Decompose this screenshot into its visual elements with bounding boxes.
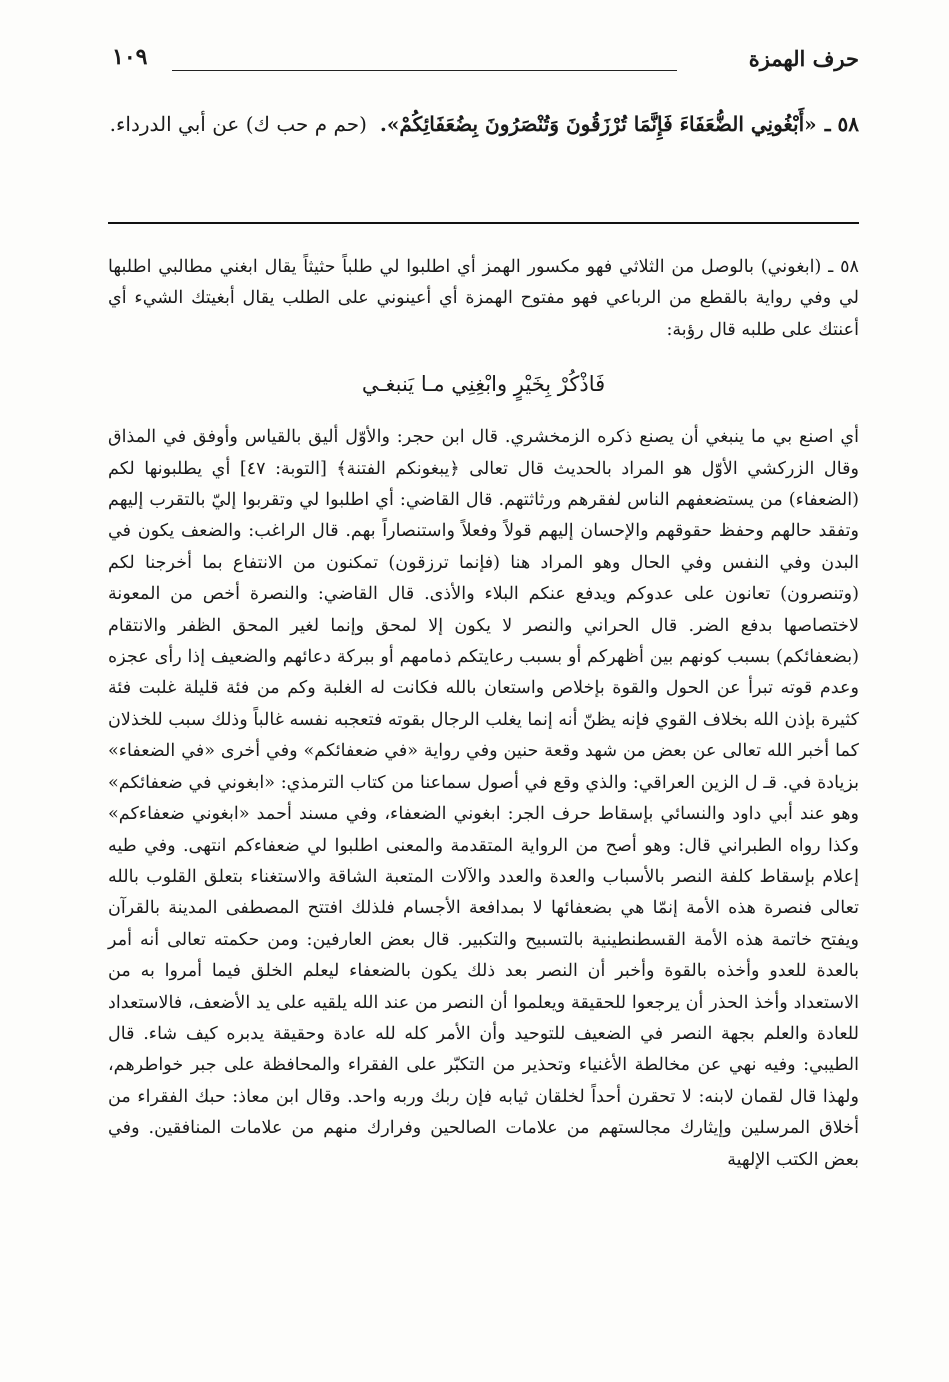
running-header: [112, 42, 859, 88]
header-rule: [172, 70, 677, 71]
hadith-number: ٥٨ ـ: [824, 112, 859, 136]
poetry-verse: فَاذْكُرْ بِخَيْرٍ وابْغِنِي مـا يَنبغـي: [361, 372, 606, 397]
page-number: ١٠٩: [112, 44, 148, 70]
section-divider: [108, 222, 859, 224]
hadith-matn: «أَبْغُونِي الضُّعَفَاءَ فَإِنَّمَا تُرْزَقُونَ وَتُنْصَرُونَ بِضُعَفَائِكُمْ».: [379, 112, 817, 136]
commentary-body: أي اصنع بي ما ينبغي أن يصنع ذكره الزمخشري. قال ابن حجر: والأوّل أليق بالقياس وأوفق في المذاق وقال الزركشي الأوّل هو المراد بالحديث قال تعالى ﴿يبغونكم الفتنة﴾ [التوبة: ٤٧] أي يطلبونها لكم (الضعفاء) من يستضعفهم الناس لفقرهم ورثاثتهم. قال القاضي: أي اطلبوا لي وتقربوا إليّ بالتقرب إليهم وتفقد حالهم وحفظ حقوقهم والإحسان إليهم قولاً وفعلاً واستنصاراً بهم. قال الراغب: والضعف يكون في البدن وفي النفس وفي الحال وهو المراد هنا (فإنما ترزقون) تمكنون من الانتفاع بما أخرجنا لكم (وتنصرون) تعانون على عدوكم ويدفع عنكم البلاء والأذى. قال القاضي: والنصرة أخص من المعونة لاختصاصها بدفع الضر. قال الحراني والنصر لا يكون إلا لمحق وإنما لغير المحق الظفر والانتقام (بضعفائكم) بسبب كونهم بين أظهركم أو بسبب رعايتكم ذمامهم أو ببركة دعائهم والضعيف إذا رأى عجزه وعدم قوته تبرأ عن الحول والقوة بإخلاص واستعان بالله فكانت له الغلبة وكم من فئة قليلة غلبت فئة كثيرة بإذن الله بخلاف القوي فإنه يظنّ أنه إنما يغلب الرجال بقوته فتعجبه نفسه غالباً وذلك سبب للخذلان كما أخبر الله تعالى عن بعض من شهد وقعة حنين وفي رواية «في ضعفائكم» وفي أخرى «في الضعفاء» بزيادة في. قـ ل الزين العراقي: والذي وقع في أصول سماعنا من كتاب الترمذي: «ابغوني في ضعفائكم» وهو عند أبي داود والنسائي بإسقاط حرف الجر: ابغوني الضعفاء، وفي مسند أحمد «ابغوني ضعفاءكم» وكذا رواه الطبراني قال: وهو أصح من الرواية المتقدمة والمعنى اطلبوا لي ضعفاءكم انتهى. وفي طيه إعلام بإسقاط كلفة النصر بالأسباب والعدة والعدد والآلات المتعبة الشاقة والاستغناء بتعلق القلوب بالله تعالى فنصرة هذه الأمة إنمّا هي بضعفائها لا بمدافعة الأجسام فلذلك افتتح المصطفى المدينة بالقرآن ويفتح خاتمة هذه الأمة القسطنطينية بالتسبيح والتكبير. قال بعض العارفين: ومن حكمته تعالى أنه أمر بالعدة للعدو وأخذه بالقوة وأخبر أن النصر بعد ذلك يكون بالضعفاء ليعلم الخلق فيما أمروا به من الاستعداد وأخذ الحذر أن يرجعوا للحقيقة ويعلموا أن النصر من عند الله يلقيه على يد الأضعف، فالاستعداد للعادة والعلم بجهة النصر في الضعيف للتوحيد وأن الأمر كله لله عادة وحقيقة يدبره كيف شاء. قال الطيبي: وفيه نهي عن مخالطة الأغنياء وتحذير من التكبّر على الفقراء والمحافظة على جبر خواطرهم، ولهذا قال لقمان لابنه: لا تحقرن أحداً لخلقان ثيابه فإن ربك وربه واحد. وقال ابن معاذ: حبك الفقراء من أخلاق المرسلين وإيثارك مجالستهم من علامات الصالحين وفرارك منهم من علامات المنافقين. وفي بعض الكتب الإلهية: [108, 427, 859, 1170]
commentary: [108, 252, 859, 1176]
hadith-source: (حم م حب ك) عن أبي الدرداء.: [109, 112, 367, 136]
chapter-title: حرف الهمزة: [748, 46, 859, 71]
hadith-text: [108, 98, 859, 150]
commentary-intro: ٥٨ ـ (ابغوني) بالوصل من الثلاثي فهو مكسور الهمز أي اطلبوا لي طلباً حثيثاً يقال ابغني مطالبي اطلبها لي وفي رواية بالقطع من الرباعي فهو مفتوح الهمزة أي أعينوني على الطلب يقال أبغيتك الشيء أي أعنتك على طلبه قال رؤبة:: [108, 257, 859, 340]
